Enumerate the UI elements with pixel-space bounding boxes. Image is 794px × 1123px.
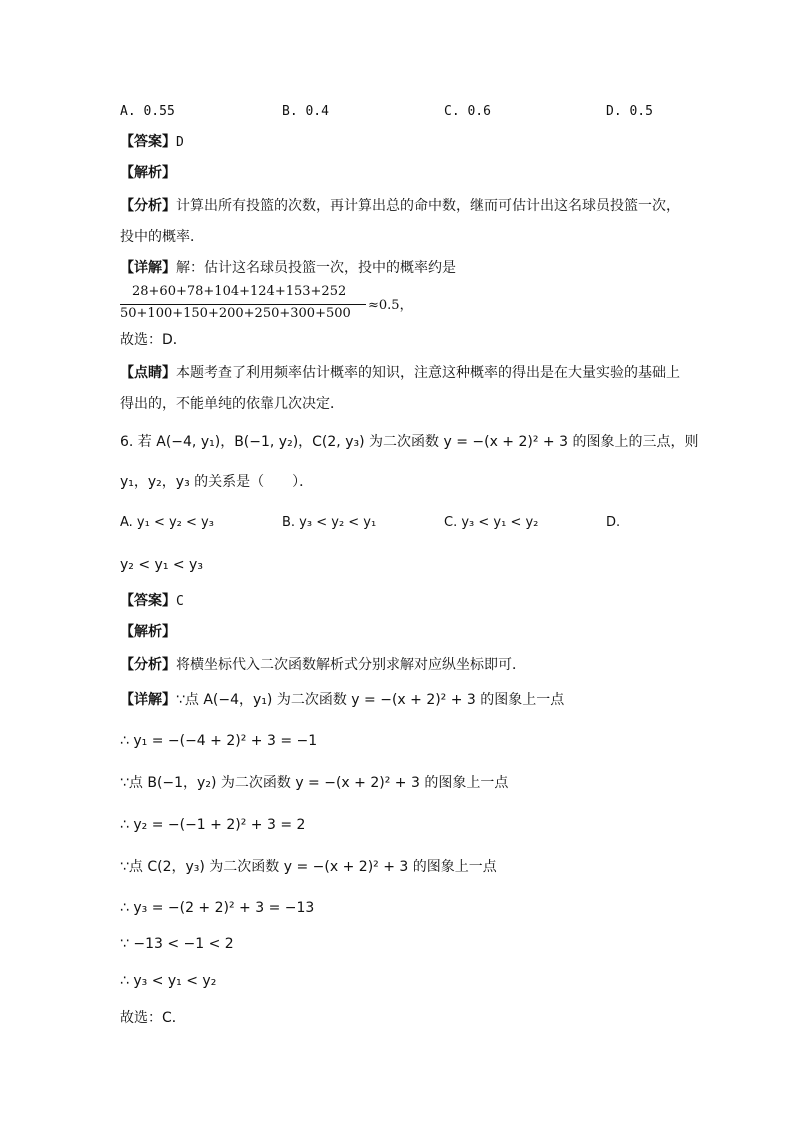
fraction-approx: ≈0.5，: [368, 298, 413, 313]
xiangjie-tag: 【详解】: [120, 260, 176, 276]
fraction-denominator: 50+100+150+200+250+300+500: [120, 306, 351, 321]
answer-value: C: [176, 594, 184, 609]
q6-guxuan: 故选：C．: [120, 1010, 186, 1026]
q5-option-c: C. 0.6: [444, 104, 491, 119]
q6-stem: 6. 若 A(−4, y₁)，B(−1, y₂)，C(2, y₃) 为二次函数 y = −(x + 2)² + 3 的图象上的三点，则: [120, 434, 699, 450]
q5-jiexi-heading: 【解析】: [120, 165, 176, 181]
q5-option-b: B. 0.4: [282, 104, 329, 119]
q6-xiangjie: [120, 690, 564, 710]
solution-step: ∵点 B(−1，y₂) 为二次函数 y = −(x + 2)² + 3 的图象上一点: [120, 775, 509, 791]
fenxi-tag: 【分析】: [120, 657, 176, 673]
q5-fenxi: [120, 196, 680, 216]
q6-fenxi: [120, 655, 526, 675]
q6-option-c: C. y₃ < y₁ < y₂: [444, 515, 539, 530]
answer-tag: 【答案】: [120, 134, 176, 150]
fenxi-text: 将横坐标代入二次函数解析式分别求解对应纵坐标即可．: [176, 657, 526, 673]
dianjing-tag: 【点睛】: [120, 365, 176, 381]
q6-stem-cont: y₁，y₂，y₃ 的关系是（ ）．: [120, 474, 314, 490]
answer-value: D: [176, 135, 184, 150]
solution-step: ∵ −13 < −1 < 2: [120, 936, 234, 952]
fraction-numerator: 28+60+78+104+124+153+252: [132, 284, 347, 299]
q6-option-a: A. y₁ < y₂ < y₃: [120, 515, 214, 530]
solution-step: ∵点 C(2，y₃) 为二次函数 y = −(x + 2)² + 3 的图象上一点: [120, 859, 497, 875]
fraction-bar: [120, 304, 366, 305]
q5-fenxi-cont: 投中的概率．: [120, 229, 204, 245]
q5-option-a: A. 0.55: [120, 104, 175, 119]
probability-fraction: [120, 284, 420, 324]
solution-step: ∵点 A(−4，y₁) 为二次函数 y = −(x + 2)² + 3 的图象上一点: [176, 692, 565, 708]
answer-tag: 【答案】: [120, 593, 176, 609]
q6-answer: [120, 591, 184, 612]
q5-dianjing: [120, 363, 680, 383]
solution-step: ∴ y₃ = −(2 + 2)² + 3 = −13: [120, 900, 315, 916]
q5-xiangjie: [120, 258, 456, 278]
q5-guxuan: 故选：D．: [120, 332, 187, 348]
q6-jiexi-heading: 【解析】: [120, 624, 176, 640]
solution-step: ∴ y₃ < y₁ < y₂: [120, 973, 217, 989]
solution-step: ∴ y₁ = −(−4 + 2)² + 3 = −1: [120, 733, 318, 749]
fenxi-text: 计算出所有投篮的次数，再计算出总的命中数，继而可估计出这名球员投篮一次，: [176, 198, 680, 214]
xiangjie-text: 解：估计这名球员投篮一次，投中的概率约是: [176, 260, 456, 276]
q6-option-d-label: D.: [606, 515, 621, 530]
q6-option-b: B. y₃ < y₂ < y₁: [282, 515, 377, 530]
solution-step: ∴ y₂ = −(−1 + 2)² + 3 = 2: [120, 817, 306, 833]
fenxi-tag: 【分析】: [120, 198, 176, 214]
q5-answer: [120, 132, 184, 153]
xiangjie-tag: 【详解】: [120, 692, 176, 708]
q6-option-d-value: y₂ < y₁ < y₃: [120, 557, 203, 573]
q5-option-d: D. 0.5: [606, 104, 653, 119]
dianjing-text: 本题考查了利用频率估计概率的知识，注意这种概率的得出是在大量实验的基础上: [176, 365, 680, 381]
q5-dianjing-cont: 得出的，不能单纯的依靠几次决定．: [120, 396, 344, 412]
